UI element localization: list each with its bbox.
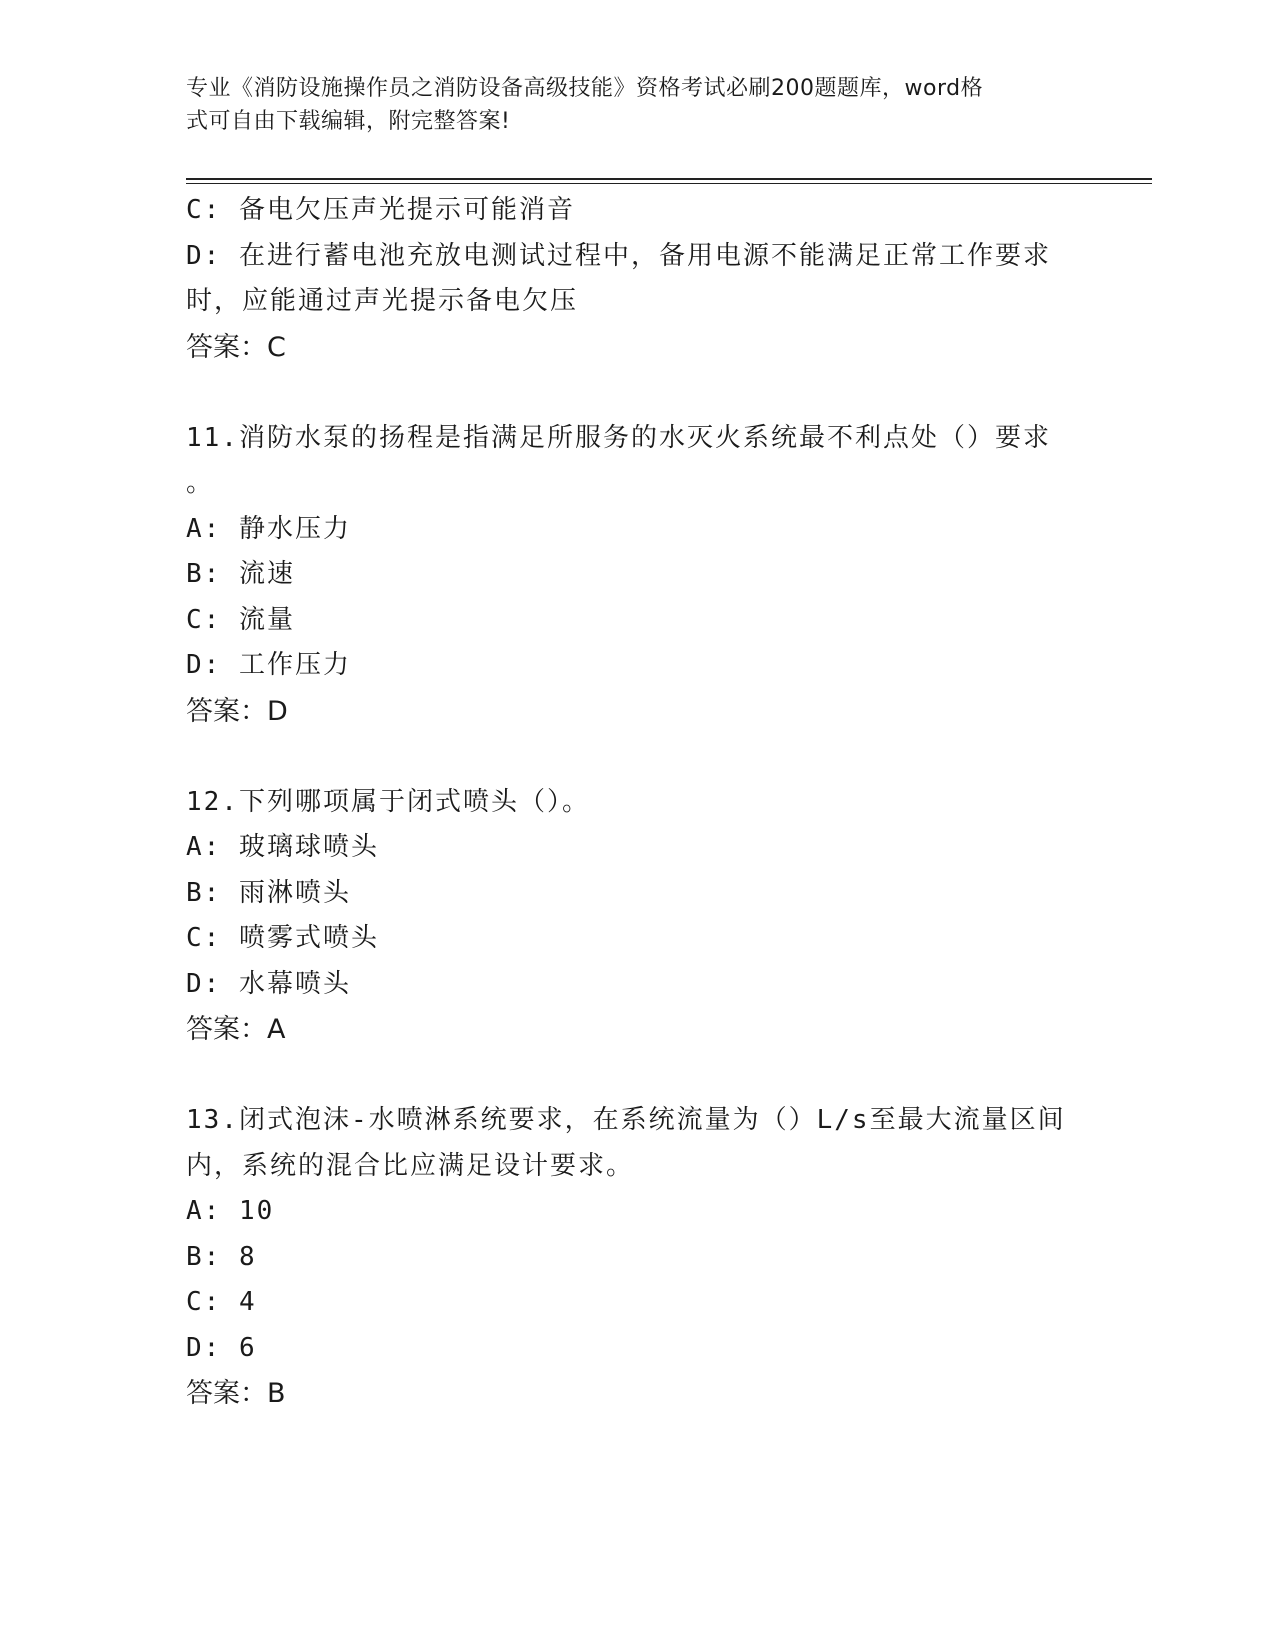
question-12-option-b: B: 雨淋喷头 — [186, 877, 351, 908]
header-divider-thin — [186, 183, 1152, 184]
question-13-option-b: B: 8 — [186, 1241, 257, 1272]
spacer — [186, 1053, 1086, 1099]
header-divider-thick — [186, 178, 1152, 180]
header-line-2: 式可自由下载编辑，附完整答案! — [186, 109, 511, 134]
question-12 — [186, 780, 1086, 1053]
question-13-option-c: C: 4 — [186, 1287, 257, 1317]
question-11 — [186, 416, 1086, 735]
spacer — [186, 734, 1086, 780]
question-11-stem-line-2: 。 — [186, 468, 215, 498]
question-13 — [186, 1098, 1086, 1417]
question-11-option-c: C: 流量 — [186, 604, 295, 635]
prev-option-d-line-2: 时，应能通过声光提示备电欠压 — [186, 286, 579, 316]
question-12-answer: 答案：A — [186, 1014, 286, 1045]
prev-option-c: C: 备电欠压声光提示可能消音 — [186, 195, 575, 225]
question-12-option-d: D: 水幕喷头 — [186, 968, 351, 999]
document-body — [186, 188, 1086, 1417]
question-13-option-d: D: 6 — [186, 1332, 257, 1363]
question-13-answer: 答案：B — [186, 1378, 286, 1409]
document-header — [186, 72, 1066, 138]
prev-option-d-line-1: D: 在进行蓄电池充放电测试过程中，备用电源不能满足正常工作要求 — [186, 240, 1051, 271]
question-13-option-a: A: 10 — [186, 1196, 275, 1226]
question-13-stem-line-1: 13.闭式泡沫-水喷淋系统要求，在系统流量为（）L/s至最大流量区间 — [186, 1105, 1066, 1135]
question-11-answer: 答案：D — [186, 695, 288, 727]
question-11-option-d: D: 工作压力 — [186, 650, 351, 680]
header-line-1: 专业《消防设施操作员之消防设备高级技能》资格考试必刷200题题库，word格 — [186, 76, 984, 101]
question-12-option-c: C: 喷雾式喷头 — [186, 923, 379, 953]
question-12-option-a: A: 玻璃球喷头 — [186, 832, 379, 862]
prev-answer: 答案：C — [186, 331, 286, 363]
question-11-option-b: B: 流速 — [186, 559, 295, 589]
question-11-stem-line-1: 11.消防水泵的扬程是指满足所服务的水灭火系统最不利点处（）要求 — [186, 422, 1051, 453]
question-13-stem-line-2: 内，系统的混合比应满足设计要求。 — [186, 1150, 635, 1181]
spacer — [186, 370, 1086, 416]
question-11-option-a: A: 静水压力 — [186, 513, 351, 544]
question-12-stem: 12.下列哪项属于闭式喷头（）。 — [186, 786, 590, 817]
